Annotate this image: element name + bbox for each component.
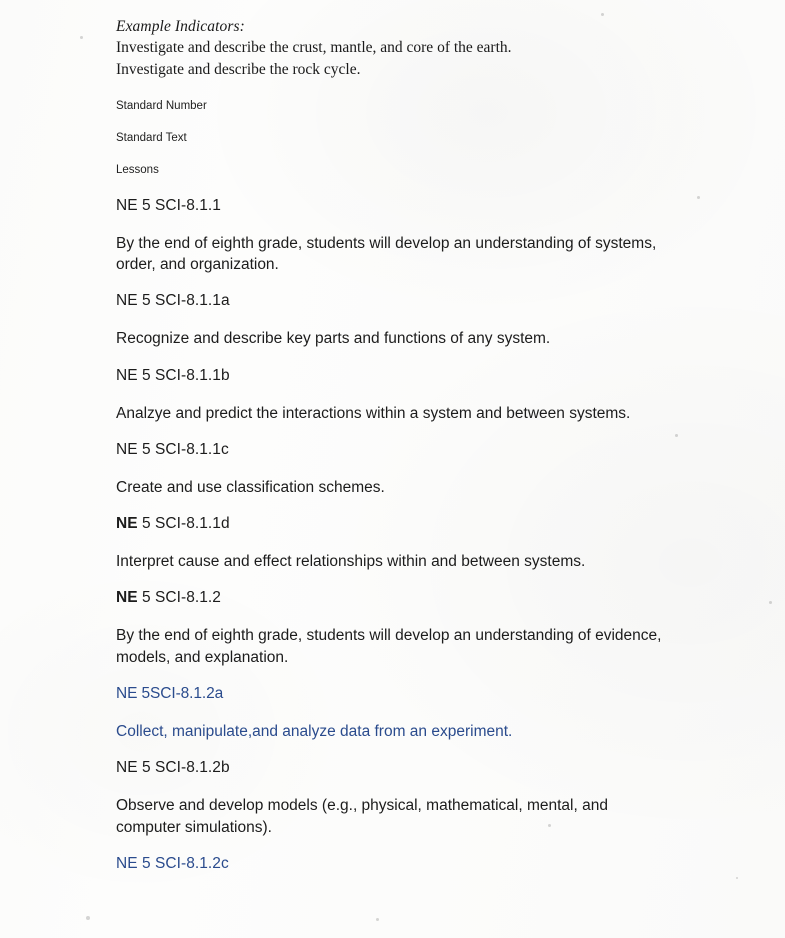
standard-text: Recognize and describe key parts and functions of any system. <box>116 330 551 348</box>
standard-code-bold-prefix: NE <box>116 515 138 533</box>
standard-code-text: NE 5 SCI-8.1.1a <box>116 292 230 310</box>
scan-speck <box>736 877 738 879</box>
standard-code-text: NE 5 SCI-8.1.2c <box>116 855 229 873</box>
standard-code <box>116 854 716 875</box>
standard-text: Create and use classification schemes. <box>116 478 385 496</box>
scan-speck <box>86 916 90 920</box>
standard-code <box>116 514 716 535</box>
standard-code-text: NE 5 SCI-8.1.1b <box>116 366 230 384</box>
scan-speck <box>601 13 604 16</box>
standard-code-bold-prefix: NE <box>116 589 138 607</box>
standard-code-text: NE 5SCI-8.1.2a <box>116 685 224 703</box>
standard-code-text: NE 5 SCI-8.1.1c <box>116 440 229 458</box>
standard-text: Interpret cause and effect relationships within and between systems. <box>116 553 586 571</box>
standard-text: Collect, manipulate,and analyze data from an experiment. <box>116 723 513 741</box>
standard-text: Analzye and predict the interactions within a system and between systems. <box>116 404 631 422</box>
standard-code-text: NE 5 SCI-8.1.2b <box>116 759 230 777</box>
scan-speck <box>376 918 379 921</box>
standard-code <box>116 440 716 461</box>
example-indicator-line: Investigate and describe the crust, mantle, and core of the earth. <box>116 39 512 56</box>
standard-text: By the end of eighth grade, students will develop an understanding of evidence, models, and explanation. <box>116 627 662 666</box>
scan-speck <box>80 36 83 39</box>
standard-code <box>116 196 716 217</box>
standard-code <box>116 291 716 312</box>
scan-speck <box>769 601 772 604</box>
standard-code-text: 5 SCI-8.1.1d <box>137 515 230 533</box>
column-header-standard-number: Standard Number <box>116 100 207 113</box>
standard-code-text: 5 SCI-8.1.2 <box>137 589 221 607</box>
standard-code <box>116 588 716 609</box>
standard-text: By the end of eighth grade, students will develop an understanding of systems, order, and organization. <box>116 234 657 273</box>
example-indicator-line: Investigate and describe the rock cycle. <box>116 60 361 78</box>
standard-code-text: NE 5 SCI-8.1.1 <box>116 196 221 214</box>
standard-code <box>116 684 716 705</box>
standard-code <box>116 366 716 387</box>
column-header-lessons: Lessons <box>116 163 159 176</box>
example-indicators-heading: Example Indicators: <box>116 18 245 35</box>
column-header-standard-text: Standard Text <box>116 132 187 145</box>
standard-code <box>116 758 716 779</box>
standards-list <box>116 196 716 875</box>
document-body <box>116 18 716 891</box>
standard-text: Observe and develop models (e.g., physical, mathematical, mental, and computer simulations). <box>116 797 608 836</box>
column-headers <box>116 100 716 177</box>
